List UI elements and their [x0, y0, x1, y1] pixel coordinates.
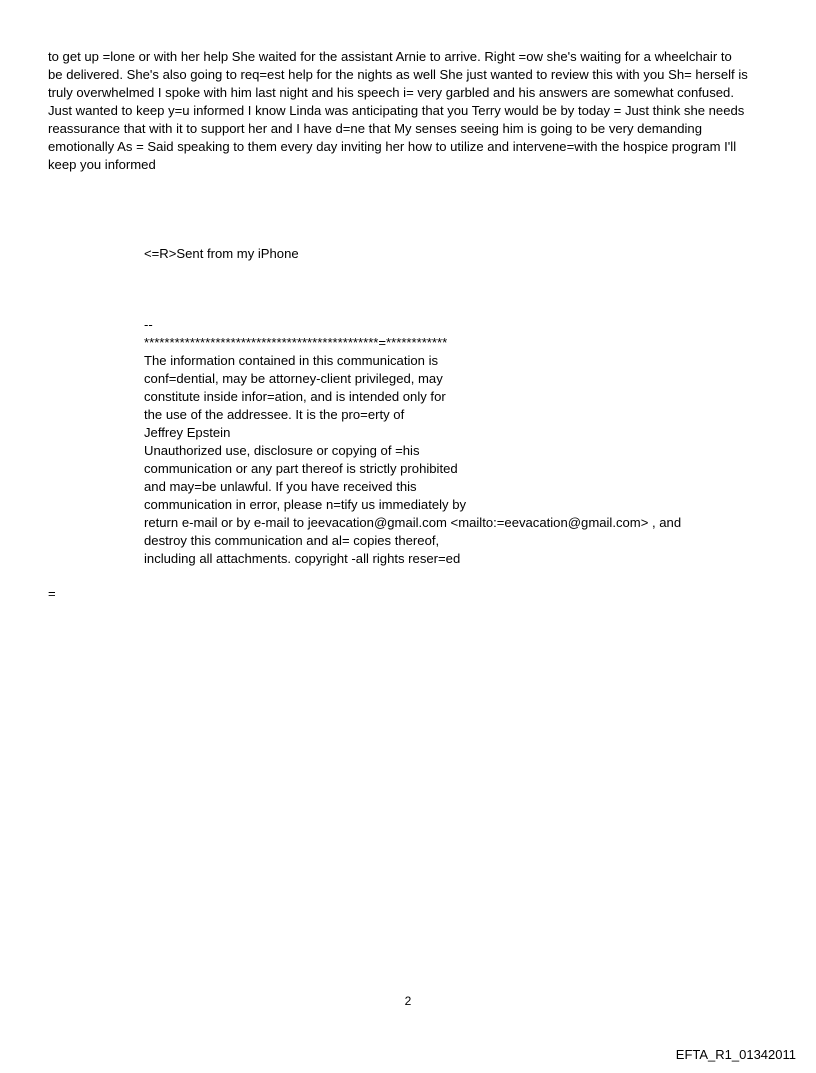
disclaimer-line: Jeffrey Epstein [144, 425, 231, 440]
email-body [48, 48, 778, 174]
disclaimer-line: communication in error, please n=tify us immediately by [144, 497, 467, 512]
confidentiality-disclaimer [144, 316, 681, 568]
body-line: be delivered. She's also going to req=est help for the nights as well She just wanted to review this with you Sh= herself is [48, 67, 748, 82]
disclaimer-line: destroy this communication and al= copies thereof, [144, 533, 440, 548]
body-line: Just wanted to keep y=u informed I know Linda was anticipating that you Terry would be by today = Just think she needs [48, 103, 745, 118]
body-line: keep you informed [48, 157, 156, 172]
document-id: EFTA_R1_01342011 [675, 1047, 796, 1062]
body-line: to get up =lone or with her help She waited for the assistant Arnie to arrive. Right =ow she's waiting for a wheelchair to [48, 49, 732, 64]
disclaimer-line: conf=dential, may be attorney-client privileged, may [144, 371, 443, 386]
disclaimer-line: The information contained in this communication is [144, 353, 439, 368]
disclaimer-line: Unauthorized use, disclosure or copying of =his [144, 443, 420, 458]
body-line: emotionally As = Said speaking to them every day inviting her how to utilize and intervene=with the hospice program I'll [48, 139, 737, 154]
sent-from-signature: <=R>Sent from my iPhone [144, 246, 299, 261]
disclaimer-line: the use of the addressee. It is the pro=erty of [144, 407, 405, 422]
asterisk-divider: **********************************************=************ [144, 335, 448, 350]
disclaimer-line: communication or any part thereof is strictly prohibited [144, 461, 458, 476]
signature-separator: -- [144, 317, 153, 332]
disclaimer-line: including all attachments. copyright -all rights reser=ed [144, 551, 461, 566]
body-line: truly overwhelmed I spoke with him last night and his speech i= very garbled and his answers are somewhat confused. [48, 85, 734, 100]
trailing-character: = [48, 586, 56, 601]
disclaimer-line: return e-mail or by e-mail to jeevacation@gmail.com <mailto:=eevacation@gmail.com> , and [144, 515, 682, 530]
disclaimer-line: and may=be unlawful. If you have received this [144, 479, 417, 494]
body-line: reassurance that with it to support her and I have d=ne that My senses seeing him is going to be very demanding [48, 121, 702, 136]
disclaimer-line: constitute inside infor=ation, and is intended only for [144, 389, 446, 404]
page-number: 2 [404, 994, 412, 1008]
